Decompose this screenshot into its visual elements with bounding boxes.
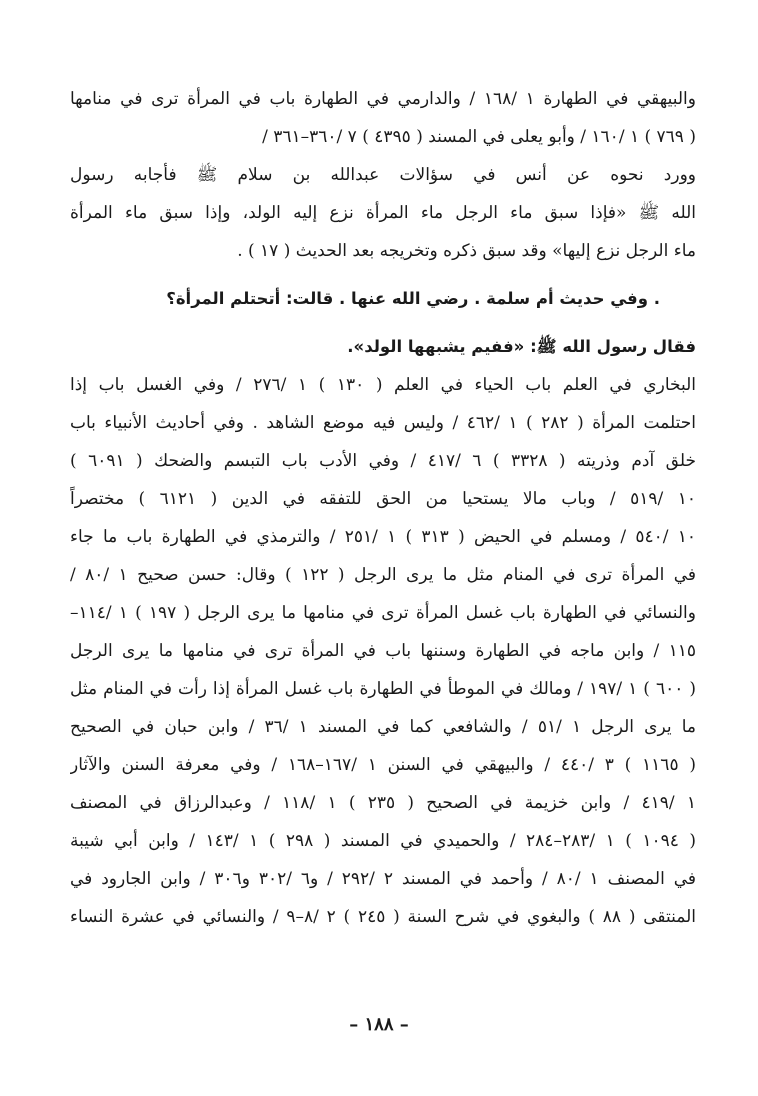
text-line-18: ( ١١٦٥ ) ٣ /٤٤٠ / والبيهقي في السنن ١ /١٦٧–١٦٨ / وفي معرفة السنن والآثار: [70, 755, 696, 775]
text-line-11: ١٠ /٥١٩ / وباب مالا يستحيا من الحق للتفقه في الدين ( ٦١٢١ ) مختصراً: [70, 489, 696, 509]
text-line-15: ١١٥ / وابن ماجه في الطهارة وسننها باب في المرأة ترى في منامها ما يرى الرجل: [70, 641, 696, 661]
text-line-3: وورد نحوه عن أنس في سؤالات عبدالله بن سلام ﷺ فأجابه رسول: [70, 165, 696, 185]
hadith-heading: . وفي حديث أم سلمة . رضي الله عنها . قالت: أتحتلم المرأة؟: [166, 289, 660, 308]
page-body: [70, 80, 696, 936]
text-line-5: ماء الرجل نزع إليها» وقد سبق ذكره وتخريجه بعد الحديث ( ١٧ ) .: [237, 241, 696, 261]
text-line-17: ما يرى الرجل ١ /٥١ / والشافعي كما في المسند ١ /٣٦ / وابن حبان في الصحيح: [70, 717, 696, 737]
text-line-1: والبيهقي في الطهارة ١ /١٦٨ / والدارمي في الطهارة باب في المرأة ترى في منامها: [70, 89, 696, 109]
text-line-12: ١٠ /٥٤٠ / ومسلم في الحيض ( ٣١٣ ) ١ /٢٥١ / والترمذي في الطهارة باب ما جاء: [70, 527, 696, 547]
text-line-4: الله ﷺ «فإذا سبق ماء الرجل ماء المرأة نزع إليه الولد، وإذا سبق ماء المرأة: [70, 203, 696, 223]
text-line-21: في المصنف ١ /٨٠ / وأحمد في المسند ٢ /٢٩٢ / و٦ /٣٠٢ و٣٠٦ / وابن الجارود في: [70, 869, 696, 889]
text-line-20: ( ١٠٩٤ ) ١ /٢٨٣–٢٨٤ / والحميدي في المسند ( ٢٩٨ ) ١ /١٤٣ / وابن أبي شيبة: [70, 831, 696, 851]
hadith-answer: فقال رسول الله ﷺ: «ففيم يشبهها الولد».: [347, 337, 696, 356]
text-line-10: خلق آدم وذريته ( ٣٣٢٨ ) ٦ /٤١٧ / وفي الأدب باب التبسم والضحك ( ٦٠٩١ ): [70, 451, 696, 471]
text-line-13: في المرأة ترى في المنام مثل ما يرى الرجل ( ١٢٢ ) وقال: حسن صحيح ١ /٨٠ /: [70, 565, 696, 585]
text-line-22: المنتقى ( ٨٨ ) والبغوي في شرح السنة ( ٢٤٥ ) ٢ /٨–٩ / والنسائي في عشرة النساء: [70, 907, 696, 927]
text-line-14: والنسائي في الطهارة باب غسل المرأة ترى في منامها ما يرى الرجل ( ١٩٧ ) ١ /١١٤–: [70, 603, 696, 623]
text-line-9: احتلمت المرأة ( ٢٨٢ ) ١ /٤٦٢ / وليس فيه موضع الشاهد . وفي أحاديث الأنبياء باب: [70, 413, 696, 433]
text-line-16: ( ٦٠٠ ) ١ /١٩٧ / ومالك في الموطأ في الطهارة باب غسل المرأة إذا رأت في المنام مثل: [70, 679, 696, 699]
text-line-8: البخاري في العلم باب الحياء في العلم ( ١٣٠ ) ١ /٢٧٦ / وفي الغسل باب إذا: [70, 375, 696, 395]
text-line-2: ( ٧٦٩ ) ١ /١٦٠ / وأبو يعلى في المسند ( ٤٣٩٥ ) ٧ /٣٦٠–٣٦١ /: [262, 127, 696, 147]
page-number: – ١٨٨ –: [349, 1014, 409, 1035]
text-line-19: ١ /٤١٩ / وابن خزيمة في الصحيح ( ٢٣٥ ) ١ /١١٨ / وعبدالرزاق في المصنف: [70, 793, 696, 813]
